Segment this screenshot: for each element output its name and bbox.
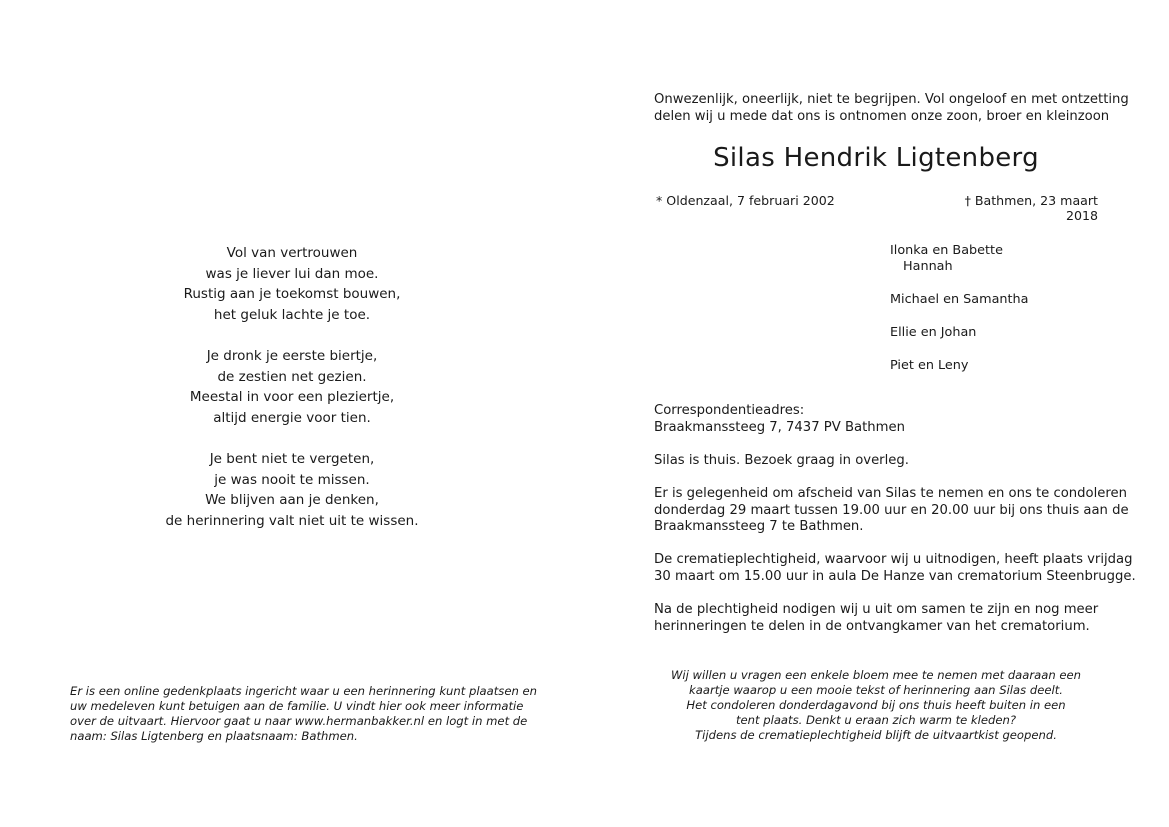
note-line: tent plaats. Denkt u eraan zich warm te kleden? (735, 713, 1016, 727)
paragraph-line: Er is gelegenheid om afscheid van Silas te nemen en ons te condoleren (654, 486, 1127, 501)
afterward-paragraph (654, 602, 1098, 635)
family-names: Michael en Samantha (890, 292, 1029, 307)
note-line: Wij willen u vragen een enkele bloem mee te nemen met daaraan een (670, 668, 1082, 682)
poem-line: was je liever lui dan moe. (205, 265, 379, 282)
poem-line: Je bent niet te vergeten, (209, 451, 375, 467)
family-member (890, 358, 1029, 374)
note-line: Het condoleren donderdagavond bij ons thuis heeft buiten in een (686, 698, 1066, 712)
flowers-note (654, 668, 1098, 743)
paragraph-line: Braakmanssteeg 7 te Bathmen. (654, 519, 864, 535)
paragraph-line: 30 maart om 15.00 uur in aula De Hanze van crematorium Steenbrugge. (654, 568, 1136, 584)
note-line: kaartje waarop u een mooie tekst of herinnering aan Silas deelt. (689, 683, 1063, 697)
note-line: naam: Silas Ligtenberg en plaatsnaam: Bathmen. (70, 729, 358, 743)
poem-stanza (142, 243, 442, 325)
family-member (890, 325, 1029, 341)
family-child-name: Hannah (903, 259, 953, 274)
poem-stanza (142, 346, 442, 428)
poem-line: de herinnering valt niet uit te wissen. (165, 512, 419, 529)
intro-line: Onwezenlijk, oneerlijk, niet te begrijpen. Vol ongeloof en met ontzetting (654, 92, 1129, 107)
note-line: Tijdens de crematieplechtigheid blijft de uitvaartkist geopend. (695, 728, 1057, 742)
condolence-paragraph (654, 486, 1129, 536)
intro-text (654, 91, 1129, 125)
note-line: over de uitvaart. Hiervoor gaat u naar www.hermanbakker.nl en logt in met de (70, 714, 528, 728)
note-line: Er is een online gedenkplaats ingericht waar u een herinnering kunt plaatsen en (70, 684, 537, 698)
family-member (890, 243, 1029, 275)
cremation-paragraph (654, 552, 1136, 585)
birth-info: * Oldenzaal, 7 februari 2002 (656, 193, 835, 208)
deceased-name: Silas Hendrik Ligtenberg (713, 143, 1039, 173)
poem-line: Meestal in voor een pleziertje, (189, 389, 395, 405)
poem-stanza (142, 449, 442, 531)
death-info: † Bathmen, 23 maart 2018 (964, 193, 1098, 223)
poem-line: altijd energie voor tien. (213, 409, 371, 426)
paragraph-line: De crematieplechtigheid, waarvoor wij u uitnodigen, heeft plaats vrijdag (654, 552, 1133, 567)
paragraph-line: Silas is thuis. Bezoek graag in overleg. (654, 453, 909, 468)
family-list (890, 243, 1029, 391)
paragraph-line: herinneringen te delen in de ontvangkamer van het crematorium. (654, 618, 1090, 634)
family-member (890, 292, 1029, 308)
family-names: Piet en Leny (890, 358, 969, 373)
poem-line: de zestien net gezien. (217, 368, 367, 385)
poem (142, 243, 442, 552)
poem-line: je was nooit te missen. (214, 471, 370, 488)
correspondence-address (654, 402, 905, 436)
paragraph-line: donderdag 29 maart tussen 19.00 uur en 20.00 uur bij ons thuis aan de (654, 502, 1129, 518)
poem-line: Rustig aan je toekomst bouwen, (183, 286, 401, 302)
address: Braakmanssteeg 7, 7437 PV Bathmen (654, 420, 905, 435)
paragraph-line: Na de plechtigheid nodigen wij u uit om samen te zijn en nog meer (654, 602, 1099, 617)
family-names: Ilonka en Babette (890, 243, 1003, 258)
poem-line: Je dronk je eerste biertje, (206, 348, 378, 364)
poem-line: We blijven aan je denken, (205, 492, 379, 508)
poem-line: Vol van vertrouwen (226, 245, 358, 261)
visit-paragraph (654, 453, 909, 470)
poem-line: het geluk lachte je toe. (213, 306, 371, 323)
correspondence-label: Correspondentieadres: (654, 403, 805, 418)
family-names: Ellie en Johan (890, 325, 977, 340)
online-memorial-note (70, 684, 537, 744)
intro-line: delen wij u mede dat ons is ontnomen onze zoon, broer en kleinzoon (654, 109, 1110, 124)
note-line: uw medeleven kunt betuigen aan de familie. U vindt hier ook meer informatie (70, 699, 524, 713)
